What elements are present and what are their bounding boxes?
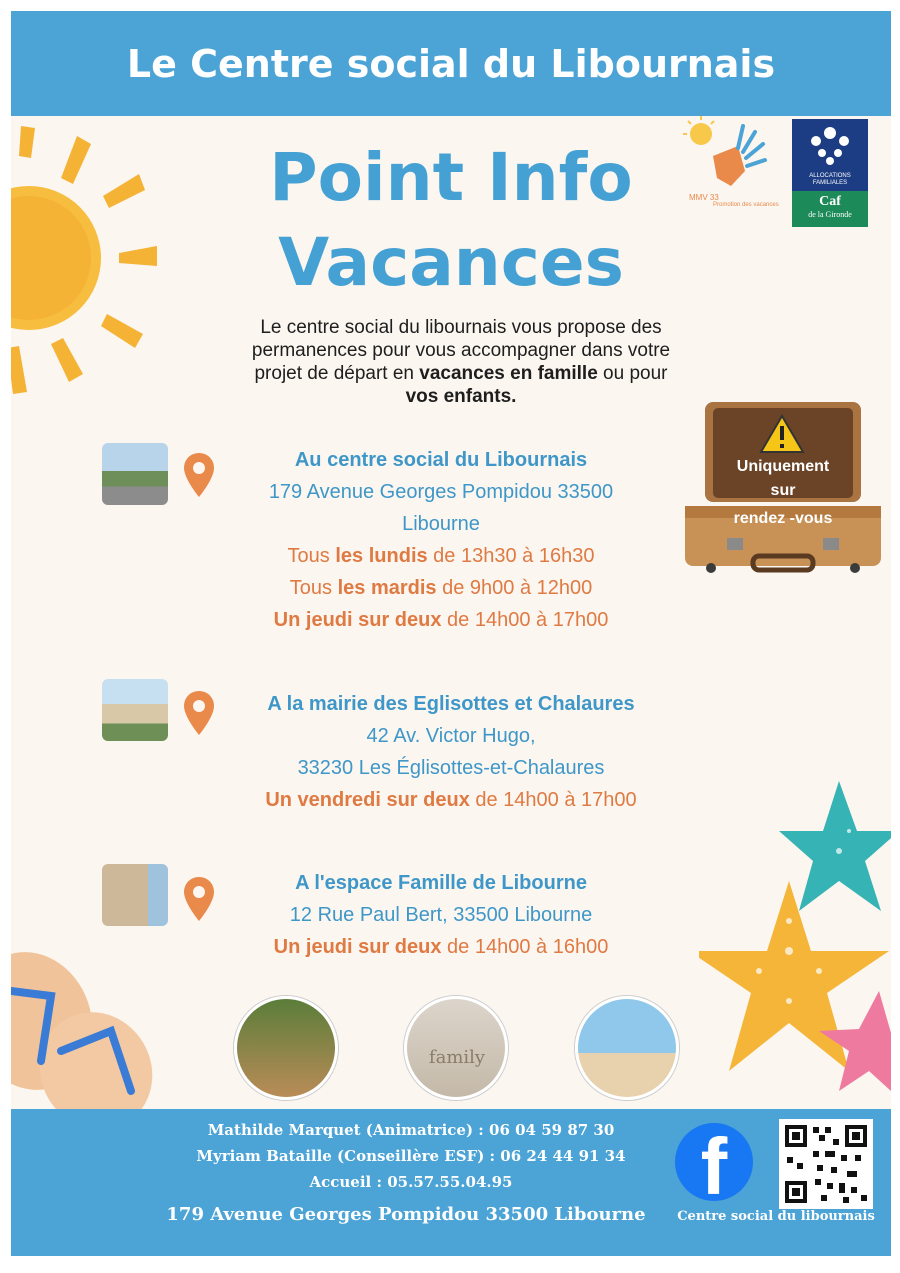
intro-line-4: vos enfants. <box>405 386 517 407</box>
schedule-slot: Tous les mardis de 9h00 à 12h00 <box>289 577 593 599</box>
schedule-slot: Un jeudi sur deux de 14h00 à 17h00 <box>273 609 609 631</box>
caf-name: Caf <box>819 194 841 209</box>
suitcase-line-1: Uniquement <box>736 458 830 475</box>
caf-region: de la Gironde <box>808 210 852 219</box>
caf-people-icon <box>792 119 868 169</box>
header-banner <box>11 11 891 116</box>
footer-address: 179 Avenue Georges Pompidou 33500 Libourne <box>166 1204 646 1225</box>
location-mairie <box>211 688 691 816</box>
location-pin-icon <box>184 877 214 921</box>
header-title: Le Centre social du Libournais <box>126 41 776 86</box>
intro-line-3: projet de départ en vacances en famille ou pour <box>254 363 668 384</box>
schedule-slot: Tous les lundis de 13h30 à 16h30 <box>287 545 595 567</box>
facebook-icon[interactable]: f <box>675 1123 753 1201</box>
poster <box>11 11 891 1256</box>
location-pin-icon <box>184 691 214 735</box>
qr-code-icon <box>779 1119 873 1209</box>
contact-accueil: Accueil : 05.57.55.04.95 <box>309 1173 513 1191</box>
location-name: A l'espace Famille de Libourne <box>295 872 587 894</box>
schedule-slot: Un jeudi sur deux de 14h00 à 16h00 <box>273 936 609 958</box>
location-address-city: 33230 Les Églisottes-et-Chalaures <box>297 757 605 779</box>
location-pin-icon <box>184 453 214 497</box>
location-photo-espace <box>102 864 168 926</box>
photo-family-sand <box>404 996 508 1100</box>
schedule-slot: Un vendredi sur deux de 14h00 à 17h00 <box>265 789 637 811</box>
warning-icon <box>759 414 805 454</box>
title-line-1: Point Info <box>269 139 633 216</box>
contact-esf: Myriam Bataille (Conseillère ESF) : 06 24 44 91 34 <box>196 1147 626 1165</box>
svg-text:Promotion des vacances: Promotion des vacances <box>713 202 779 208</box>
photo-bikes <box>234 996 338 1100</box>
suitcase-line-2: sur <box>770 482 796 499</box>
contact-animatrice: Mathilde Marquet (Animatrice) : 06 04 59 87 30 <box>207 1121 615 1139</box>
location-name: A la mairie des Eglisottes et Chalaures <box>267 693 635 715</box>
intro-line-2: permanences pour vous accompagner dans votre <box>251 340 671 361</box>
vacances-logo-icon <box>683 116 783 226</box>
title-line-2: Vacances <box>278 224 624 301</box>
caf-logo <box>792 119 868 227</box>
starfish-icon <box>699 771 891 1106</box>
photo-beach <box>575 996 679 1100</box>
location-address-city: Libourne <box>402 513 480 535</box>
location-centre <box>211 444 671 636</box>
location-name: Au centre social du Libournais <box>294 449 588 471</box>
suitcase-line-3: rendez -vous <box>733 510 833 527</box>
location-address: 12 Rue Paul Bert, 33500 Libourne <box>289 904 593 926</box>
suitcase <box>683 396 883 586</box>
caf-subtitle: ALLOCATIONS FAMILIALES <box>809 173 851 186</box>
intro-text <box>161 316 761 408</box>
facebook-label: Centre social du libournais <box>677 1209 875 1224</box>
svg-text:MMV 33: MMV 33 <box>689 193 719 202</box>
location-address: 179 Avenue Georges Pompidou 33500 <box>268 481 614 503</box>
intro-line-1: Le centre social du libournais vous propose des <box>260 317 662 338</box>
sun-icon <box>11 116 179 416</box>
flip-flop-icon <box>11 951 191 1121</box>
location-photo-mairie <box>102 679 168 741</box>
location-espace <box>211 867 671 963</box>
photo-family-text: family <box>428 1047 486 1068</box>
location-photo-centre <box>102 443 168 505</box>
location-address: 42 Av. Victor Hugo, <box>366 725 536 747</box>
